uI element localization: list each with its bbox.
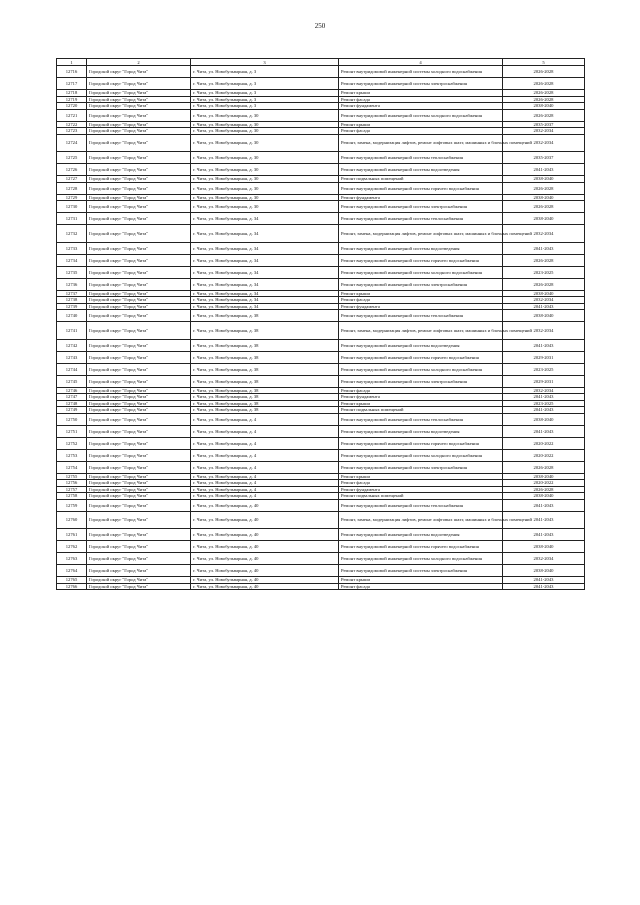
address-cell: г. Чита, ул. Новобульварная, д. 3 (191, 66, 339, 78)
municipality-cell: Городской округ "Город Чита" (87, 103, 191, 110)
row-number-cell: 12749 (57, 407, 87, 414)
table-row (57, 310, 585, 322)
work-type-cell: Ремонт внутридомовой инженерной системы электроснабжения (339, 565, 503, 577)
address-cell: г. Чита, ул. Новобульварная, д. 38 (191, 387, 339, 394)
municipality-cell: Городской округ "Город Чита" (87, 134, 191, 152)
table-row (57, 375, 585, 387)
address-cell: г. Чита, ул. Новобульварная, д. 30 (191, 109, 339, 121)
work-type-cell: Ремонт внутридомовой инженерной системы теплоснабжения (339, 413, 503, 425)
address-cell: г. Чита, ул. Новобульварная, д. 40 (191, 583, 339, 590)
address-cell: г. Чита, ул. Новобульварная, д. 30 (191, 164, 339, 176)
work-type-cell: Ремонт фасада (339, 96, 503, 103)
municipality-cell: Городской округ "Город Чита" (87, 499, 191, 511)
municipality-cell: Городской округ "Город Чита" (87, 577, 191, 584)
municipality-cell: Городской округ "Город Чита" (87, 78, 191, 90)
work-type-cell: Ремонт подвальных помещений (339, 493, 503, 500)
row-number-cell: 12757 (57, 486, 87, 493)
work-type-cell: Ремонт внутридомовой инженерной системы горячего водоснабжения (339, 182, 503, 194)
row-number-cell: 12756 (57, 480, 87, 487)
period-cell: 2041-2043 (503, 583, 585, 590)
address-cell: г. Чита, ул. Новобульварная, д. 40 (191, 529, 339, 541)
municipality-cell: Городской округ "Город Чита" (87, 413, 191, 425)
row-number-cell: 12765 (57, 577, 87, 584)
row-number-cell: 12747 (57, 394, 87, 401)
work-type-cell: Ремонт подвальных помещений (339, 407, 503, 414)
table-row (57, 213, 585, 225)
row-number-cell: 12716 (57, 66, 87, 78)
address-cell: г. Чита, ул. Новобульварная, д. 30 (191, 121, 339, 128)
work-type-cell: Ремонт внутридомовой инженерной системы теплоснабжения (339, 213, 503, 225)
municipality-cell: Городской округ "Город Чита" (87, 363, 191, 375)
address-cell: г. Чита, ул. Новобульварная, д. 40 (191, 553, 339, 565)
municipality-cell: Городской округ "Город Чита" (87, 461, 191, 473)
period-cell: 2026-2028 (503, 66, 585, 78)
work-type-cell: Ремонт фасада (339, 387, 503, 394)
row-number-cell: 12755 (57, 473, 87, 480)
municipality-cell: Городской округ "Город Чита" (87, 310, 191, 322)
municipality-cell: Городской округ "Город Чита" (87, 96, 191, 103)
address-cell: г. Чита, ул. Новобульварная, д. 34 (191, 254, 339, 266)
municipality-cell: Городской округ "Город Чита" (87, 351, 191, 363)
address-cell: г. Чита, ул. Новобульварная, д. 30 (191, 182, 339, 194)
address-cell: г. Чита, ул. Новобульварная, д. 38 (191, 322, 339, 340)
row-number-cell: 12741 (57, 322, 87, 340)
municipality-cell: Городской округ "Город Чита" (87, 449, 191, 461)
work-type-cell: Ремонт крыши (339, 577, 503, 584)
address-cell: г. Чита, ул. Новобульварная, д. 38 (191, 407, 339, 414)
work-type-cell: Ремонт, замена, модернизация лифтов, ремонт лифтовых шахт, машинных и блочных помещений (339, 511, 503, 529)
work-type-cell: Ремонт фундамента (339, 194, 503, 201)
work-type-cell: Ремонт внутридомовой инженерной системы электроснабжения (339, 461, 503, 473)
work-type-cell: Ремонт внутридомовой инженерной системы холодного водоснабжения (339, 66, 503, 78)
row-number-cell: 12760 (57, 511, 87, 529)
row-number-cell: 12762 (57, 541, 87, 553)
period-cell: 2041-2043 (503, 577, 585, 584)
column-header: 2 (87, 59, 191, 66)
work-type-cell: Ремонт внутридомовой инженерной системы горячего водоснабжения (339, 437, 503, 449)
work-type-cell: Ремонт фундамента (339, 103, 503, 110)
municipality-cell: Городской округ "Город Чита" (87, 486, 191, 493)
row-number-cell: 12748 (57, 400, 87, 407)
municipality-cell: Городской округ "Город Чита" (87, 493, 191, 500)
table-row (57, 583, 585, 590)
table-row (57, 278, 585, 290)
row-number-cell: 12736 (57, 278, 87, 290)
address-cell: г. Чита, ул. Новобульварная, д. 34 (191, 242, 339, 254)
municipality-cell: Городской округ "Город Чита" (87, 213, 191, 225)
table-row (57, 66, 585, 78)
row-number-cell: 12750 (57, 413, 87, 425)
work-type-cell: Ремонт фундамента (339, 394, 503, 401)
municipality-cell: Городской округ "Город Чита" (87, 297, 191, 304)
period-cell: 2026-2028 (503, 201, 585, 213)
row-number-cell: 12723 (57, 128, 87, 135)
work-type-cell: Ремонт фасада (339, 128, 503, 135)
municipality-cell: Городской округ "Город Чита" (87, 400, 191, 407)
row-number-cell: 12764 (57, 565, 87, 577)
row-number-cell: 12758 (57, 493, 87, 500)
period-cell: 2041-2043 (503, 529, 585, 541)
table-row (57, 425, 585, 437)
period-cell: 2041-2043 (503, 425, 585, 437)
row-number-cell: 12731 (57, 213, 87, 225)
address-cell: г. Чита, ул. Новобульварная, д. 34 (191, 213, 339, 225)
address-cell: г. Чита, ул. Новобульварная, д. 34 (191, 303, 339, 310)
row-number-cell: 12744 (57, 363, 87, 375)
address-cell: г. Чита, ул. Новобульварная, д. 34 (191, 225, 339, 243)
address-cell: г. Чита, ул. Новобульварная, д. 30 (191, 194, 339, 201)
row-number-cell: 12743 (57, 351, 87, 363)
row-number-cell: 12761 (57, 529, 87, 541)
municipality-cell: Городской округ "Город Чита" (87, 565, 191, 577)
municipality-cell: Городской округ "Город Чита" (87, 128, 191, 135)
row-number-cell: 12727 (57, 176, 87, 183)
row-number-cell: 12752 (57, 437, 87, 449)
municipality-cell: Городской округ "Город Чита" (87, 66, 191, 78)
row-number-cell: 12763 (57, 553, 87, 565)
period-cell: 2032-2034 (503, 297, 585, 304)
address-cell: г. Чита, ул. Новобульварная, д. 3 (191, 90, 339, 97)
table-row (57, 511, 585, 529)
table-row (57, 242, 585, 254)
row-number-cell: 12725 (57, 152, 87, 164)
address-cell: г. Чита, ул. Новобульварная, д. 3 (191, 103, 339, 110)
table-row (57, 363, 585, 375)
municipality-cell: Городской округ "Город Чита" (87, 339, 191, 351)
address-cell: г. Чита, ул. Новобульварная, д. 38 (191, 351, 339, 363)
municipality-cell: Городской округ "Город Чита" (87, 529, 191, 541)
address-cell: г. Чита, ул. Новобульварная, д. 3 (191, 78, 339, 90)
table-row (57, 78, 585, 90)
row-number-cell: 12739 (57, 303, 87, 310)
column-header: 4 (339, 59, 503, 66)
work-type-cell: Ремонт фасада (339, 480, 503, 487)
work-type-cell: Ремонт внутридомовой инженерной системы горячего водоснабжения (339, 351, 503, 363)
row-number-cell: 12732 (57, 225, 87, 243)
period-cell: 2038-2040 (503, 310, 585, 322)
table-row (57, 565, 585, 577)
period-cell: 2020-2022 (503, 480, 585, 487)
table-row (57, 164, 585, 176)
municipality-cell: Городской округ "Город Чита" (87, 541, 191, 553)
table-row (57, 322, 585, 340)
period-cell: 2029-2031 (503, 351, 585, 363)
table-row (57, 413, 585, 425)
work-type-cell: Ремонт, замена, модернизация лифтов, ремонт лифтовых шахт, машинных и блочных помещений (339, 134, 503, 152)
work-type-cell: Ремонт фундамента (339, 303, 503, 310)
work-type-cell: Ремонт фундамента (339, 486, 503, 493)
address-cell: г. Чита, ул. Новобульварная, д. 4 (191, 437, 339, 449)
municipality-cell: Городской округ "Город Чита" (87, 109, 191, 121)
table-row (57, 529, 585, 541)
municipality-cell: Городской округ "Город Чита" (87, 121, 191, 128)
period-cell: 2032-2034 (503, 225, 585, 243)
period-cell: 2032-2034 (503, 134, 585, 152)
work-type-cell: Ремонт фасада (339, 297, 503, 304)
column-header: 3 (191, 59, 339, 66)
address-cell: г. Чита, ул. Новобульварная, д. 4 (191, 486, 339, 493)
address-cell: г. Чита, ул. Новобульварная, д. 34 (191, 297, 339, 304)
address-cell: г. Чита, ул. Новобульварная, д. 40 (191, 499, 339, 511)
address-cell: г. Чита, ул. Новобульварная, д. 3 (191, 96, 339, 103)
municipality-cell: Городской округ "Город Чита" (87, 90, 191, 97)
work-type-cell: Ремонт внутридомовой инженерной системы электроснабжения (339, 278, 503, 290)
period-cell: 2023-2025 (503, 400, 585, 407)
row-number-cell: 12737 (57, 290, 87, 297)
period-cell: 2041-2043 (503, 407, 585, 414)
address-cell: г. Чита, ул. Новобульварная, д. 38 (191, 339, 339, 351)
period-cell: 2026-2028 (503, 96, 585, 103)
address-cell: г. Чита, ул. Новобульварная, д. 4 (191, 461, 339, 473)
period-cell: 2023-2025 (503, 363, 585, 375)
row-number-cell: 12722 (57, 121, 87, 128)
row-number-cell: 12766 (57, 583, 87, 590)
address-cell: г. Чита, ул. Новобульварная, д. 38 (191, 310, 339, 322)
period-cell: 2038-2040 (503, 473, 585, 480)
period-cell: 2026-2028 (503, 90, 585, 97)
work-type-cell: Ремонт внутридомовой инженерной системы водоотведения (339, 164, 503, 176)
municipality-cell: Городской округ "Город Чита" (87, 322, 191, 340)
municipality-cell: Городской округ "Город Чита" (87, 425, 191, 437)
row-number-cell: 12721 (57, 109, 87, 121)
period-cell: 2026-2028 (503, 254, 585, 266)
row-number-cell: 12754 (57, 461, 87, 473)
period-cell: 2038-2040 (503, 103, 585, 110)
address-cell: г. Чита, ул. Новобульварная, д. 30 (191, 128, 339, 135)
municipality-cell: Городской округ "Город Чита" (87, 176, 191, 183)
period-cell: 2020-2022 (503, 437, 585, 449)
address-cell: г. Чита, ул. Новобульварная, д. 4 (191, 425, 339, 437)
work-type-cell: Ремонт внутридомовой инженерной системы холодного водоснабжения (339, 266, 503, 278)
row-number-cell: 12729 (57, 194, 87, 201)
municipality-cell: Городской округ "Город Чита" (87, 473, 191, 480)
municipality-cell: Городской округ "Город Чита" (87, 407, 191, 414)
row-number-cell: 12724 (57, 134, 87, 152)
row-number-cell: 12740 (57, 310, 87, 322)
page-number: 250 (314, 22, 326, 30)
row-number-cell: 12726 (57, 164, 87, 176)
row-number-cell: 12751 (57, 425, 87, 437)
work-type-cell: Ремонт внутридомовой инженерной системы электроснабжения (339, 201, 503, 213)
period-cell: 2038-2040 (503, 290, 585, 297)
municipality-cell: Городской округ "Город Чита" (87, 375, 191, 387)
work-type-cell: Ремонт внутридомовой инженерной системы водоотведения (339, 529, 503, 541)
period-cell: 2032-2034 (503, 128, 585, 135)
row-number-cell: 12730 (57, 201, 87, 213)
work-type-cell: Ремонт фасада (339, 583, 503, 590)
period-cell: 2026-2028 (503, 109, 585, 121)
work-type-cell: Ремонт внутридомовой инженерной системы водоотведения (339, 425, 503, 437)
municipality-cell: Городской округ "Город Чита" (87, 553, 191, 565)
row-number-cell: 12718 (57, 90, 87, 97)
period-cell: 2026-2028 (503, 278, 585, 290)
work-type-cell: Ремонт внутридомовой инженерной системы горячего водоснабжения (339, 254, 503, 266)
work-type-cell: Ремонт внутридомовой инженерной системы электроснабжения (339, 78, 503, 90)
work-type-cell: Ремонт крыши (339, 473, 503, 480)
municipality-cell: Городской округ "Город Чита" (87, 201, 191, 213)
period-cell: 2035-2037 (503, 121, 585, 128)
period-cell: 2020-2022 (503, 449, 585, 461)
address-cell: г. Чита, ул. Новобульварная, д. 4 (191, 493, 339, 500)
period-cell: 2023-2025 (503, 266, 585, 278)
period-cell: 2038-2040 (503, 541, 585, 553)
row-number-cell: 12746 (57, 387, 87, 394)
period-cell: 2041-2043 (503, 511, 585, 529)
table-row (57, 266, 585, 278)
work-type-cell: Ремонт внутридомовой инженерной системы водоотведения (339, 339, 503, 351)
table-row (57, 499, 585, 511)
period-cell: 2035-2037 (503, 152, 585, 164)
work-type-cell: Ремонт внутридомовой инженерной системы теплоснабжения (339, 499, 503, 511)
work-type-cell: Ремонт, замена, модернизация лифтов, ремонт лифтовых шахт, машинных и блочных помещений (339, 322, 503, 340)
period-cell: 2032-2034 (503, 322, 585, 340)
municipality-cell: Городской округ "Город Чита" (87, 278, 191, 290)
table-row (57, 437, 585, 449)
row-number-cell: 12735 (57, 266, 87, 278)
work-type-cell: Ремонт внутридомовой инженерной системы холодного водоснабжения (339, 553, 503, 565)
period-cell: 2026-2028 (503, 461, 585, 473)
period-cell: 2041-2043 (503, 499, 585, 511)
address-cell: г. Чита, ул. Новобульварная, д. 30 (191, 134, 339, 152)
period-cell: 2038-2040 (503, 413, 585, 425)
table-row (57, 225, 585, 243)
period-cell: 2032-2034 (503, 387, 585, 394)
address-cell: г. Чита, ул. Новобульварная, д. 34 (191, 290, 339, 297)
row-number-cell: 12728 (57, 182, 87, 194)
municipality-cell: Городской округ "Город Чита" (87, 164, 191, 176)
table-row (57, 201, 585, 213)
work-type-cell: Ремонт, замена, модернизация лифтов, ремонт лифтовых шахт, машинных и блочных помещений (339, 225, 503, 243)
period-cell: 2041-2043 (503, 242, 585, 254)
work-type-cell: Ремонт крыши (339, 121, 503, 128)
period-cell: 2041-2043 (503, 303, 585, 310)
address-cell: г. Чита, ул. Новобульварная, д. 40 (191, 565, 339, 577)
period-cell: 2038-2040 (503, 565, 585, 577)
address-cell: г. Чита, ул. Новобульварная, д. 4 (191, 413, 339, 425)
period-cell: 2038-2040 (503, 213, 585, 225)
address-cell: г. Чита, ул. Новобульварная, д. 38 (191, 394, 339, 401)
municipality-cell: Городской округ "Город Чита" (87, 583, 191, 590)
address-cell: г. Чита, ул. Новобульварная, д. 34 (191, 266, 339, 278)
table-row (57, 449, 585, 461)
column-header: 5 (503, 59, 585, 66)
table-row (57, 182, 585, 194)
row-number-cell: 12734 (57, 254, 87, 266)
address-cell: г. Чита, ул. Новобульварная, д. 30 (191, 152, 339, 164)
table-body (57, 66, 585, 590)
period-cell: 2038-2040 (503, 493, 585, 500)
table-row (57, 461, 585, 473)
period-cell: 2032-2034 (503, 553, 585, 565)
work-type-cell: Ремонт внутридомовой инженерной системы теплоснабжения (339, 310, 503, 322)
period-cell: 2026-2028 (503, 486, 585, 493)
period-cell: 2041-2043 (503, 164, 585, 176)
table-row (57, 339, 585, 351)
work-type-cell: Ремонт крыши (339, 400, 503, 407)
work-type-cell: Ремонт внутридомовой инженерной системы холодного водоснабжения (339, 449, 503, 461)
table-row (57, 541, 585, 553)
work-type-cell: Ремонт внутридомовой инженерной системы теплоснабжения (339, 152, 503, 164)
municipality-cell: Городской округ "Город Чита" (87, 437, 191, 449)
row-number-cell: 12759 (57, 499, 87, 511)
address-cell: г. Чита, ул. Новобульварная, д. 34 (191, 278, 339, 290)
municipality-cell: Городской округ "Город Чита" (87, 394, 191, 401)
row-number-cell: 12753 (57, 449, 87, 461)
address-cell: г. Чита, ул. Новобульварная, д. 30 (191, 176, 339, 183)
work-type-cell: Ремонт внутридомовой инженерной системы холодного водоснабжения (339, 363, 503, 375)
period-cell: 2041-2043 (503, 394, 585, 401)
address-cell: г. Чита, ул. Новобульварная, д. 38 (191, 375, 339, 387)
row-number-cell: 12733 (57, 242, 87, 254)
table-row (57, 254, 585, 266)
municipality-cell: Городской округ "Город Чита" (87, 511, 191, 529)
municipality-cell: Городской округ "Город Чита" (87, 225, 191, 243)
work-type-cell: Ремонт внутридомовой инженерной системы водоотведения (339, 242, 503, 254)
address-cell: г. Чита, ул. Новобульварная, д. 40 (191, 511, 339, 529)
table-row (57, 351, 585, 363)
address-cell: г. Чита, ул. Новобульварная, д. 38 (191, 363, 339, 375)
work-type-cell: Ремонт внутридомовой инженерной системы горячего водоснабжения (339, 541, 503, 553)
municipality-cell: Городской округ "Город Чита" (87, 182, 191, 194)
capital-repair-table (56, 58, 585, 590)
row-number-cell: 12742 (57, 339, 87, 351)
table-row (57, 553, 585, 565)
municipality-cell: Городской округ "Город Чита" (87, 480, 191, 487)
address-cell: г. Чита, ул. Новобульварная, д. 40 (191, 541, 339, 553)
period-cell: 2026-2028 (503, 78, 585, 90)
municipality-cell: Городской округ "Город Чита" (87, 387, 191, 394)
table-row (57, 152, 585, 164)
work-type-cell: Ремонт крыши (339, 90, 503, 97)
period-cell: 2026-2028 (503, 182, 585, 194)
work-type-cell: Ремонт внутридомовой инженерной системы электроснабжения (339, 375, 503, 387)
address-cell: г. Чита, ул. Новобульварная, д. 30 (191, 201, 339, 213)
municipality-cell: Городской округ "Город Чита" (87, 303, 191, 310)
period-cell: 2041-2043 (503, 339, 585, 351)
row-number-cell: 12717 (57, 78, 87, 90)
address-cell: г. Чита, ул. Новобульварная, д. 40 (191, 577, 339, 584)
municipality-cell: Городской округ "Город Чита" (87, 290, 191, 297)
work-type-cell: Ремонт подвальных помещений (339, 176, 503, 183)
row-number-cell: 12719 (57, 96, 87, 103)
work-type-cell: Ремонт внутридомовой инженерной системы холодного водоснабжения (339, 109, 503, 121)
table-row (57, 109, 585, 121)
row-number-cell: 12720 (57, 103, 87, 110)
municipality-cell: Городской округ "Город Чита" (87, 254, 191, 266)
address-cell: г. Чита, ул. Новобульварная, д. 38 (191, 400, 339, 407)
municipality-cell: Городской округ "Город Чита" (87, 194, 191, 201)
municipality-cell: Городской округ "Город Чита" (87, 242, 191, 254)
period-cell: 2029-2031 (503, 375, 585, 387)
column-header: 1 (57, 59, 87, 66)
municipality-cell: Городской округ "Город Чита" (87, 266, 191, 278)
address-cell: г. Чита, ул. Новобульварная, д. 4 (191, 480, 339, 487)
address-cell: г. Чита, ул. Новобульварная, д. 4 (191, 449, 339, 461)
address-cell: г. Чита, ул. Новобульварная, д. 4 (191, 473, 339, 480)
table-row (57, 134, 585, 152)
row-number-cell: 12738 (57, 297, 87, 304)
period-cell: 2038-2040 (503, 176, 585, 183)
work-type-cell: Ремонт крыши (339, 290, 503, 297)
period-cell: 2038-2040 (503, 194, 585, 201)
row-number-cell: 12745 (57, 375, 87, 387)
municipality-cell: Городской округ "Город Чита" (87, 152, 191, 164)
table-header-row (57, 59, 585, 66)
